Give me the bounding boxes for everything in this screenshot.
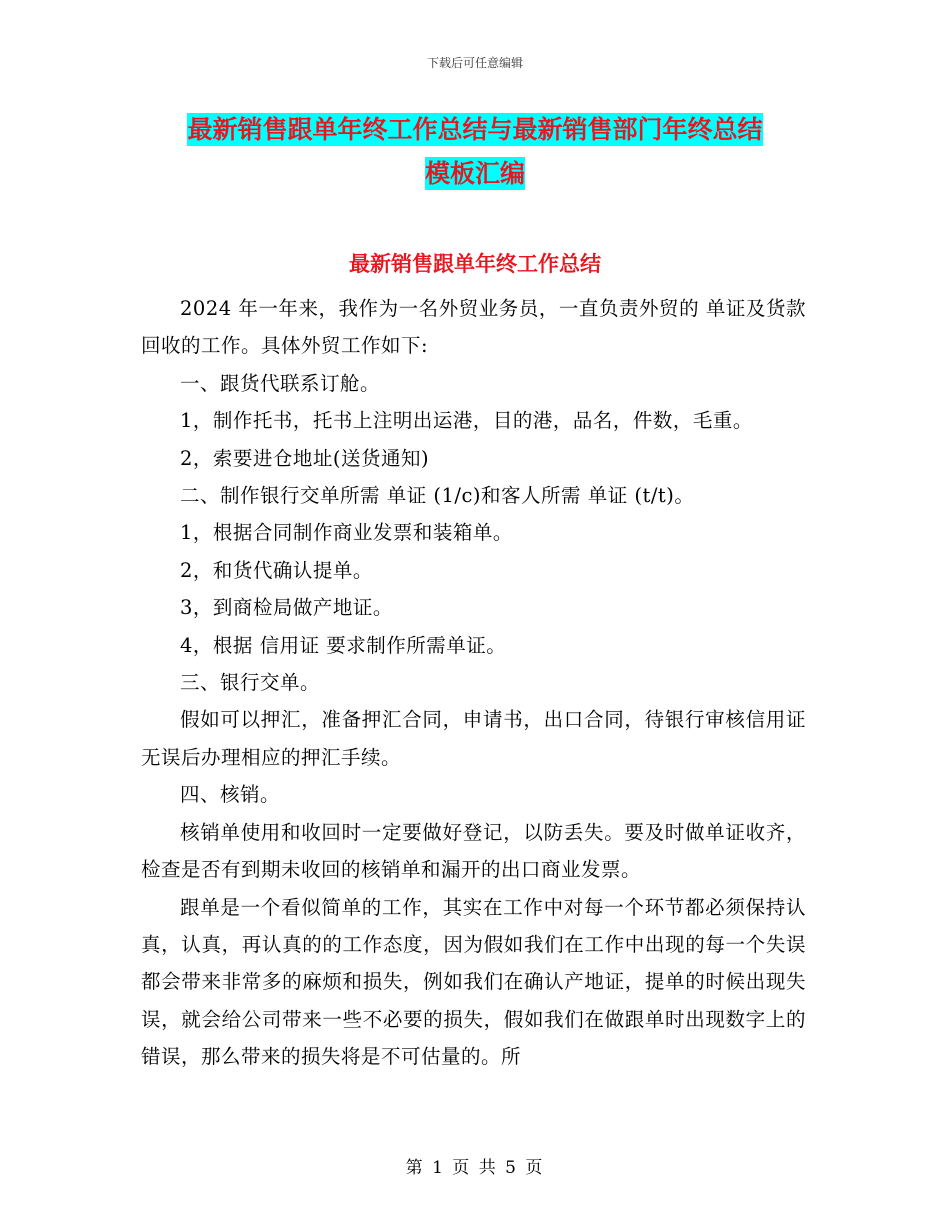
- paragraph: 1，根据合同制作商业发票和装箱单。: [180, 521, 513, 545]
- document-title-line-1: 最新销售跟单年终工作总结与最新销售部门年终总结: [187, 115, 763, 144]
- document-title: [120, 108, 830, 196]
- paragraph: 核销单使用和收回时一定要做好登记，以防丢失。要及时做单证收齐，检查是否有到期未收回的核销单和漏开的出口商业发票。: [141, 820, 806, 882]
- page-footer: 第 1 页 共 5 页: [405, 1158, 545, 1178]
- header-note: 下载后可任意编辑: [426, 56, 523, 70]
- paragraph: 1，制作托书，托书上注明出运港，目的港，品名，件数，毛重。: [180, 409, 753, 433]
- paragraph: 2024 年一年来，我作为一名外贸业务员，一直负责外贸的 单证及货款回收的工作。具体外贸工作如下:: [141, 297, 806, 358]
- paragraph: 2，和货代确认提单。: [180, 558, 373, 582]
- paragraph: 三、银行交单。: [180, 671, 321, 695]
- paragraph: 2，索要进仓地址(送货通知): [180, 446, 430, 470]
- paragraph: 四、核销。: [180, 783, 281, 807]
- paragraph: 二、制作银行交单所需 单证 (1/c)和客人所需 单证 (t/t)。: [180, 484, 695, 508]
- body-text: [141, 290, 806, 1076]
- paragraph: 假如可以押汇，准备押汇合同，申请书，出口合同，待银行审核信用证 无误后办理相应的押汇手续。: [141, 708, 806, 769]
- document-title-line-2: 模板汇编: [424, 159, 525, 188]
- section-title: 最新销售跟单年终工作总结: [349, 252, 601, 276]
- paragraph: 4，根据 信用证 要求制作所需单证。: [180, 633, 507, 657]
- paragraph: 跟单是一个看似简单的工作，其实在工作中对每一个环节都必须保持认真，认真，再认真的的工作态度，因为假如我们在工作中出现的每一个失误都会带来非常多的麻烦和损失，例如我们在确认产地证，提单的时候出现失误，就会给公司带来一些不必要的损失，假如我们在做跟单时出现数字上的错误，那么带来的损失将是不可估量的。所: [141, 895, 806, 1069]
- paragraph: 3，到商检局做产地证。: [180, 596, 393, 620]
- paragraph: 一、跟货代联系订舱。: [180, 371, 381, 395]
